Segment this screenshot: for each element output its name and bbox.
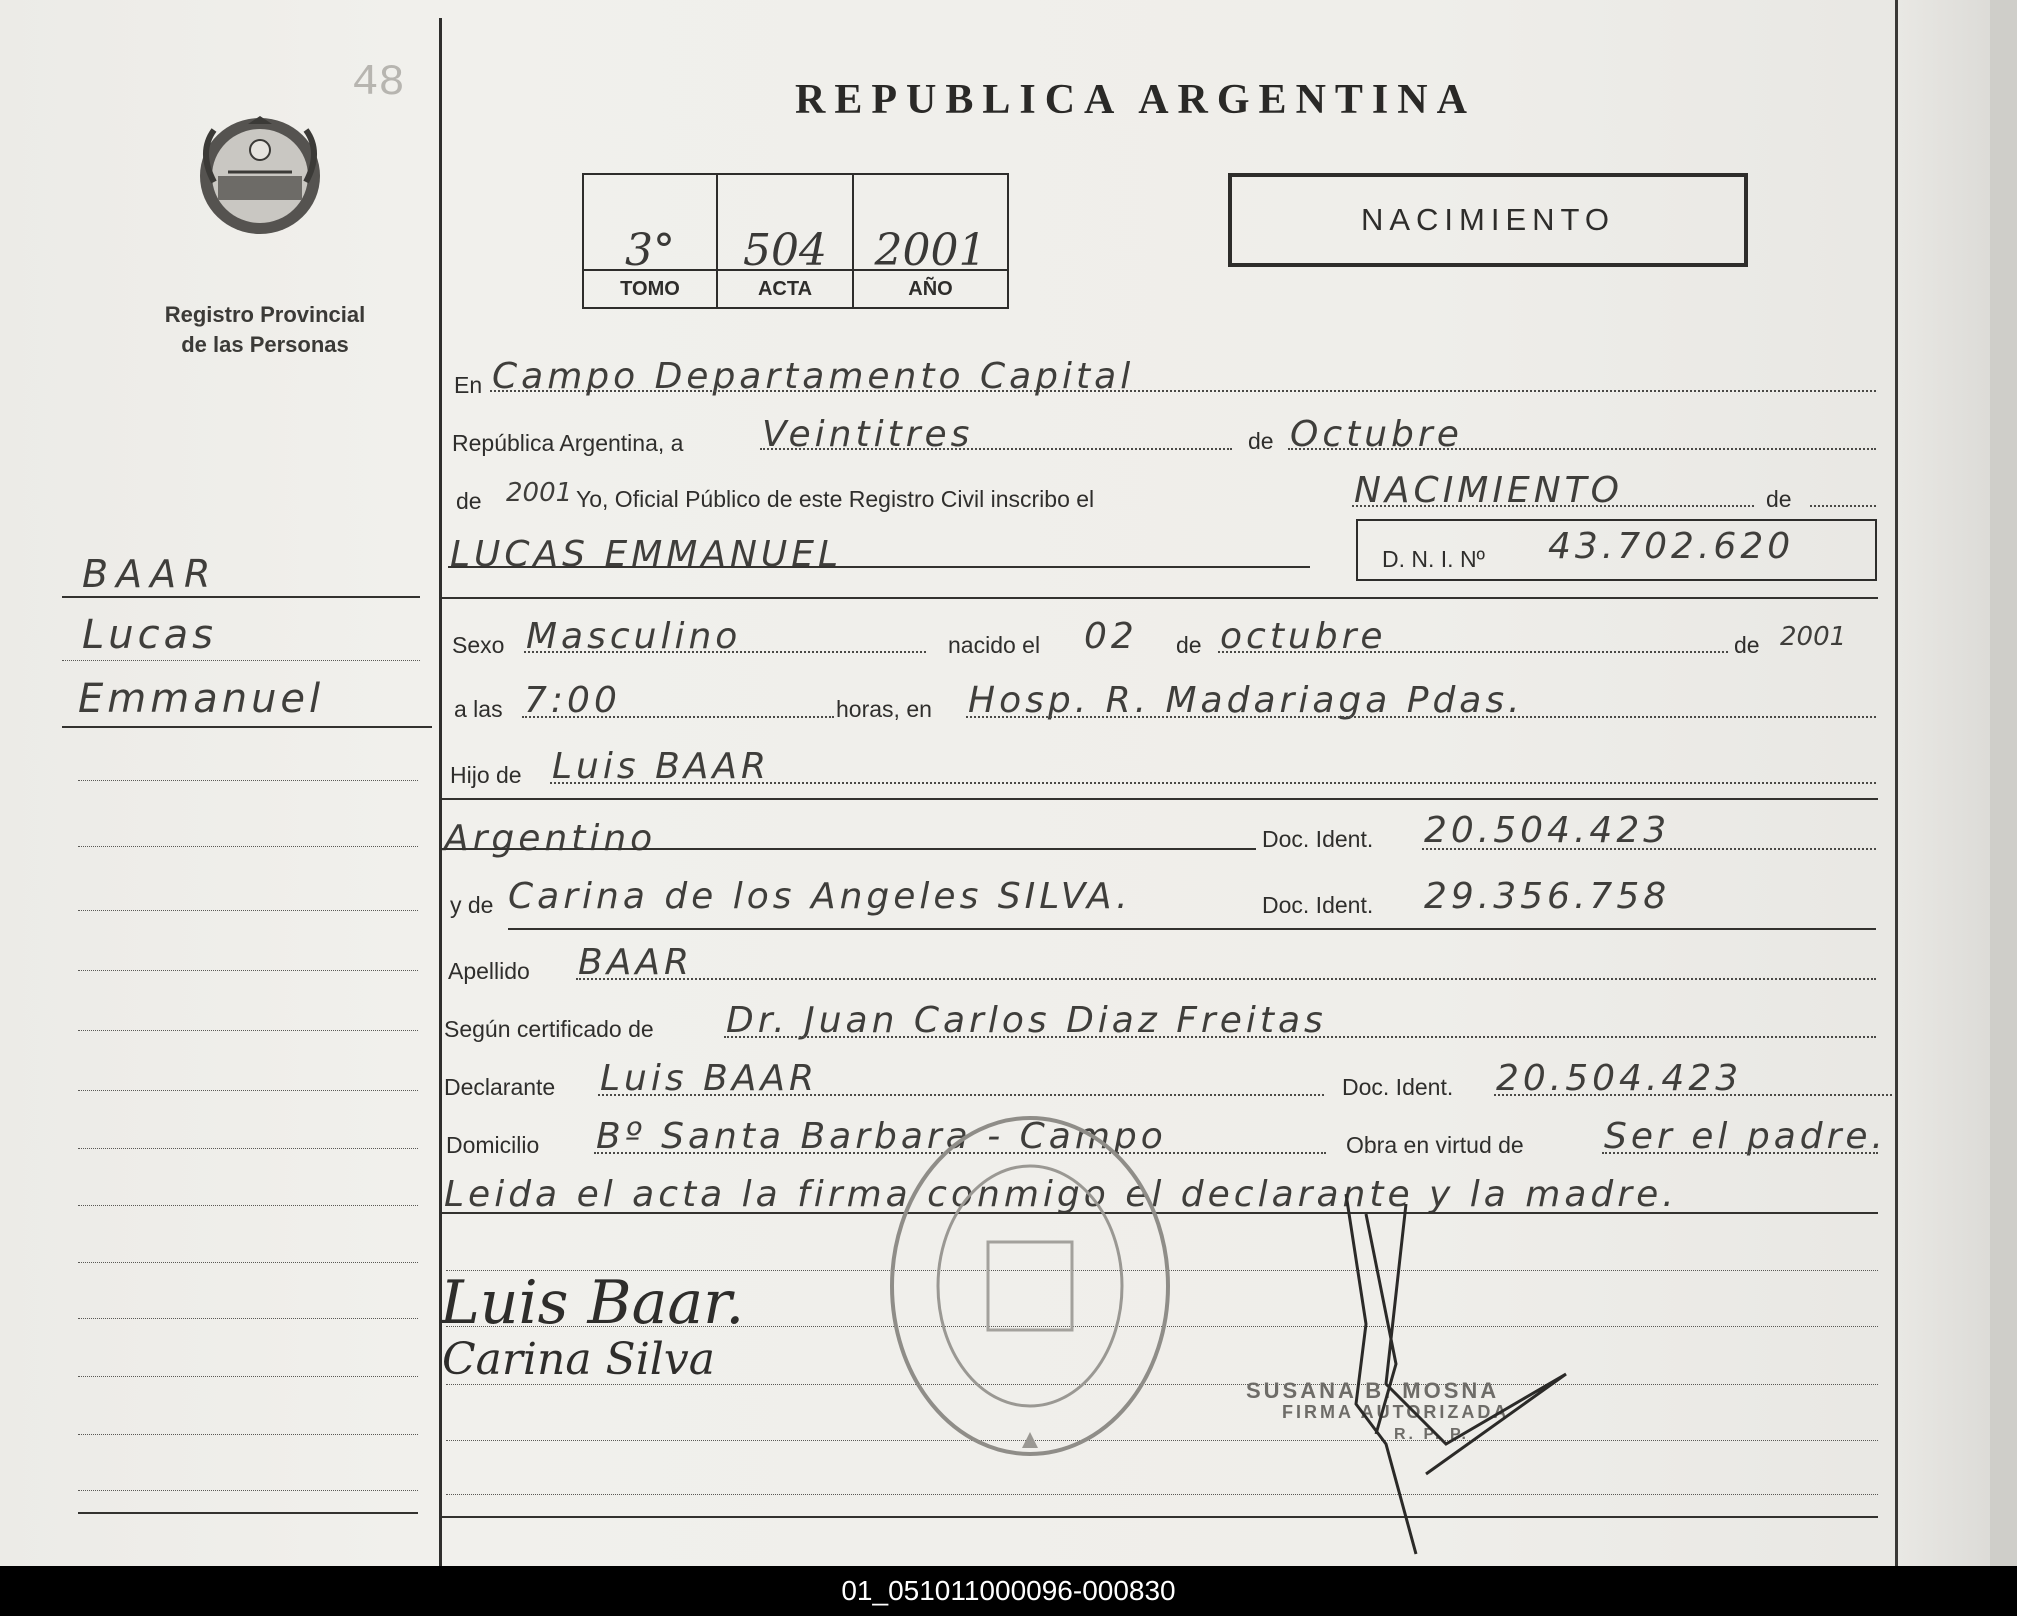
authority-stamp-line3: R. P. P. xyxy=(1394,1426,1469,1443)
year-value: 2001 xyxy=(506,478,573,508)
month-value: Octubre xyxy=(1290,414,1463,455)
leida-text: Leida el acta la firma conmigo el declarante y la madre. xyxy=(444,1174,1678,1215)
place-value: Hosp. R. Madariaga Pdas. xyxy=(968,680,1524,721)
sidebar-line xyxy=(78,1512,418,1514)
sexo-value: Masculino xyxy=(526,616,742,657)
father-doc-label: Doc. Ident. xyxy=(1262,826,1374,852)
mother-value: Carina de los Angeles SILVA. xyxy=(508,876,1132,917)
sidebar-name2: Emmanuel xyxy=(78,676,325,722)
en-label: En xyxy=(454,372,483,398)
dotted-line xyxy=(550,782,1876,784)
inscribo-value: NACIMIENTO xyxy=(1354,470,1623,511)
apellido-value: BAAR xyxy=(578,942,693,983)
authority-stamp-line2: FIRMA AUTORIZADA xyxy=(1282,1402,1510,1422)
ano-cell xyxy=(852,173,1009,309)
dni-label: D. N. I. Nº xyxy=(1382,546,1485,572)
father-doc: 20.504.423 xyxy=(1424,810,1671,851)
dotted-line xyxy=(1288,448,1876,450)
father-nationality: Argentino xyxy=(444,818,657,859)
obra-value: Ser el padre. xyxy=(1604,1116,1887,1157)
section-rule xyxy=(442,798,1878,800)
issuer-line2: de las Personas xyxy=(181,332,349,357)
sidebar-line xyxy=(78,1030,418,1031)
year-prefix: de xyxy=(456,488,482,514)
mother-doc: 29.356.758 xyxy=(1424,876,1671,917)
dni-value: 43.702.620 xyxy=(1548,526,1795,567)
alas-label: a las xyxy=(454,696,503,722)
oficial-text: Yo, Oficial Público de este Registro Civil inscribo el xyxy=(576,486,1095,512)
record-type-box: NACIMIENTO xyxy=(1228,173,1748,267)
sidebar-surname: BAAR xyxy=(82,552,219,596)
official-signature-icon xyxy=(1326,1184,1586,1564)
sidebar-line xyxy=(78,910,418,911)
hijo-label: Hijo de xyxy=(450,762,522,788)
horas-label: horas, en xyxy=(836,696,932,722)
tomo-label: TOMO xyxy=(584,269,716,307)
de4-label: de xyxy=(1734,632,1760,658)
de3-label: de xyxy=(1176,632,1202,658)
mother-doc-label: Doc. Ident. xyxy=(1262,892,1374,918)
official-seal-icon xyxy=(880,1102,1180,1480)
segun-value: Dr. Juan Carlos Diaz Freitas xyxy=(726,1000,1327,1041)
declarante-doc-label: Doc. Ident. xyxy=(1342,1074,1454,1100)
dotted-line xyxy=(598,1094,1324,1096)
sidebar-line xyxy=(78,1434,418,1435)
tomo-value: 3° xyxy=(625,225,675,276)
de-label: de xyxy=(1248,428,1274,454)
sexo-label: Sexo xyxy=(452,632,505,658)
apellido-label: Apellido xyxy=(448,958,530,984)
document-title: REPUBLICA ARGENTINA xyxy=(795,77,1476,123)
sidebar-line xyxy=(78,1148,418,1149)
underline xyxy=(448,566,1310,568)
obra-label: Obra en virtud de xyxy=(1346,1132,1524,1158)
domicilio-value: Bº Santa Barbara - Campo xyxy=(596,1116,1167,1157)
issuer-name xyxy=(120,300,410,360)
sidebar-name1: Lucas xyxy=(82,612,217,658)
hour-value: 7:00 xyxy=(524,680,621,721)
dotted-line xyxy=(724,1036,1876,1038)
signature-mother: Carina Silva xyxy=(442,1334,715,1385)
sidebar-line xyxy=(78,1262,418,1263)
declarante-label: Declarante xyxy=(444,1074,556,1100)
underline xyxy=(508,928,1876,930)
image-caption: 01_051011000096-000830 xyxy=(0,1566,2017,1616)
sidebar-line xyxy=(78,780,418,781)
sidebar-line xyxy=(78,1205,418,1206)
page-number: 48 xyxy=(352,58,405,108)
section-rule xyxy=(442,1516,1878,1518)
birth-day: 02 xyxy=(1084,616,1138,657)
sidebar-line xyxy=(78,1090,418,1091)
nacido-label: nacido el xyxy=(948,632,1041,658)
signature-father: Luis Baar. xyxy=(440,1268,745,1338)
dotted-line xyxy=(576,978,1876,980)
declarante-value: Luis BAAR xyxy=(600,1058,819,1099)
dotted-line xyxy=(760,448,1232,450)
dotted-line xyxy=(966,716,1876,718)
authority-stamp-line1: SUSANA B. MOSNA xyxy=(1246,1378,1500,1403)
dotted-line xyxy=(524,651,926,653)
father-value: Luis BAAR xyxy=(552,746,771,787)
sidebar-line xyxy=(62,660,420,661)
de2-label: de xyxy=(1766,486,1792,512)
acta-value: 504 xyxy=(743,225,827,276)
section-rule xyxy=(442,597,1878,599)
underline xyxy=(442,848,1256,850)
declarante-doc: 20.504.423 xyxy=(1496,1058,1743,1099)
acta-label: ACTA xyxy=(718,269,852,307)
issuer-line1: Registro Provincial xyxy=(164,302,366,327)
sidebar-line xyxy=(78,1318,418,1319)
dotted-line xyxy=(1810,505,1876,507)
sidebar-line xyxy=(78,1376,418,1377)
ano-value: 2001 xyxy=(874,225,987,276)
dotted-line xyxy=(490,390,1876,392)
acta-cell xyxy=(716,173,854,309)
sidebar-line xyxy=(78,1490,418,1491)
dotted-line xyxy=(522,716,834,718)
sidebar-line xyxy=(78,970,418,971)
dotted-line xyxy=(1422,848,1876,850)
en-value: Campo Departamento Capital xyxy=(492,356,1135,397)
dotted-line xyxy=(1352,505,1754,507)
day-value: Veintitres xyxy=(762,414,974,455)
birth-month: octubre xyxy=(1220,616,1387,657)
sidebar-line xyxy=(78,846,418,847)
tomo-cell xyxy=(582,173,718,309)
coat-of-arms-icon xyxy=(188,112,332,240)
ano-label: AÑO xyxy=(854,269,1007,307)
birth-year: 2001 xyxy=(1780,622,1847,652)
sidebar-line xyxy=(62,596,420,598)
yde-label: y de xyxy=(450,892,494,918)
segun-label: Según certificado de xyxy=(444,1016,654,1042)
dotted-line xyxy=(1494,1094,1892,1096)
dotted-line xyxy=(1602,1152,1878,1154)
book-edge xyxy=(1990,0,2017,1566)
sidebar-line xyxy=(62,726,432,728)
dotted-line xyxy=(1218,651,1728,653)
domicilio-label: Domicilio xyxy=(446,1132,540,1158)
republica-label: República Argentina, a xyxy=(452,430,684,456)
child-name: LUCAS EMMANUEL xyxy=(450,534,843,575)
dotted-line xyxy=(446,1494,1878,1495)
